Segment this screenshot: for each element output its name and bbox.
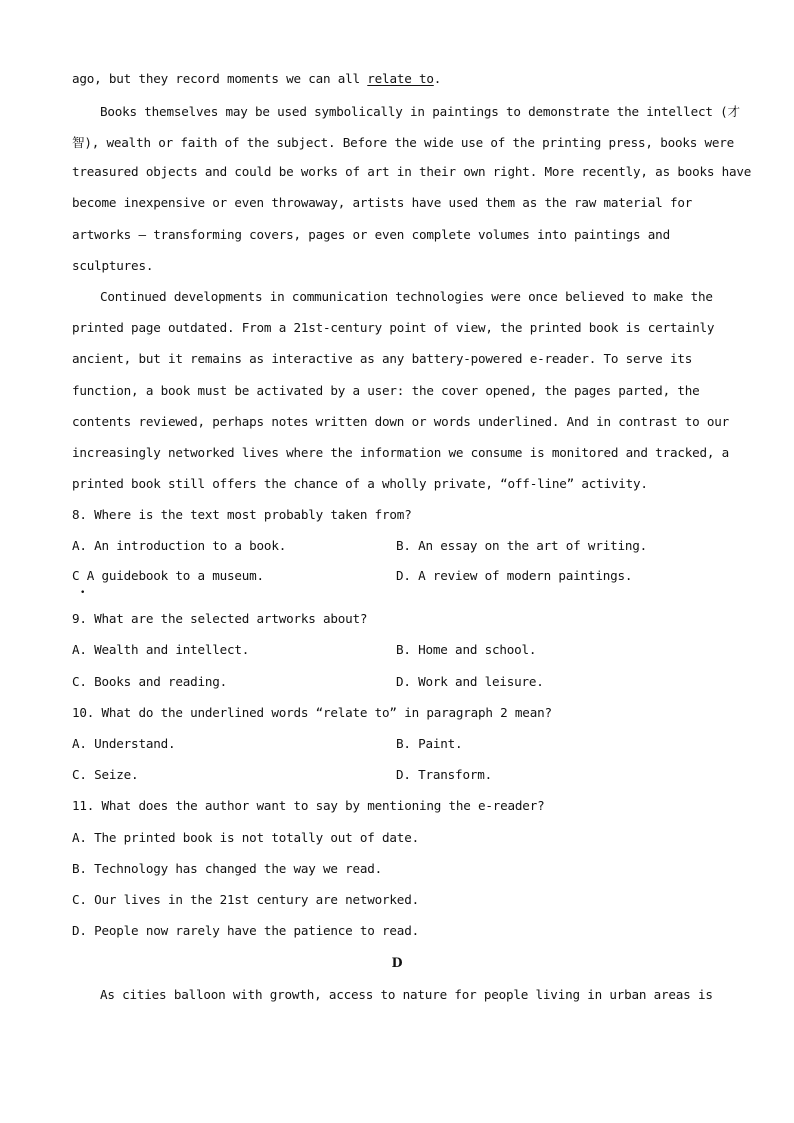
passage-c-paragraph-3-line: function, a book must be activated by a user: the cover opened, the pages parted, the xyxy=(72,383,700,398)
passage-c-paragraph-1-end xyxy=(72,71,441,86)
question-11-stem: 11. What does the author want to say by mentioning the e-reader? xyxy=(72,798,545,813)
section-d-heading: D xyxy=(391,955,403,970)
passage-c-paragraph-3-line: printed book still offers the chance of a wholly private, “off-line” activity. xyxy=(72,476,648,491)
passage-c-paragraph-2-line: sculptures. xyxy=(72,258,154,273)
passage-c-paragraph-3-line: ancient, but it remains as interactive as any battery-powered e-reader. To serve its xyxy=(72,351,693,366)
question-8-option-a: A. An introduction to a book. xyxy=(72,538,287,553)
question-10-stem: 10. What do the underlined words “relate to” in paragraph 2 mean? xyxy=(72,705,552,720)
question-9-option-c: C. Books and reading. xyxy=(72,674,228,689)
underlined-phrase: relate to xyxy=(367,71,434,86)
question-9-stem: 9. What are the selected artworks about? xyxy=(72,611,368,626)
question-11-option-c: C. Our lives in the 21st century are networked. xyxy=(72,892,419,907)
passage-c-paragraph-3-line: Continued developments in communication technologies were once believed to make the xyxy=(100,289,713,304)
section-d-first-line: As cities balloon with growth, access to nature for people living in urban areas is xyxy=(100,987,713,1002)
question-9-option-a: A. Wealth and intellect. xyxy=(72,642,250,657)
passage-c-paragraph-3-line: printed page outdated. From a 21st-century point of view, the printed book is certainly xyxy=(72,320,715,335)
passage-c-paragraph-3-line: contents reviewed, perhaps notes written down or words underlined. And in contrast to our xyxy=(72,414,730,429)
passage-c-paragraph-2-line: artworks — transforming covers, pages or even complete volumes into paintings and xyxy=(72,227,670,242)
question-11-option-b: B. Technology has changed the way we read. xyxy=(72,861,383,876)
text-run: ago, but they record moments we can all xyxy=(72,71,368,86)
question-10-option-b: B. Paint. xyxy=(396,736,463,751)
question-9-option-b: B. Home and school. xyxy=(396,642,537,657)
passage-c-paragraph-2-line: Books themselves may be used symbolically in paintings to demonstrate the intellect (才 xyxy=(100,104,740,119)
question-9-option-d: D. Work and leisure. xyxy=(396,674,544,689)
stray-dot: • xyxy=(80,588,86,598)
text-run: . xyxy=(433,71,442,86)
question-8-option-d: D. A review of modern paintings. xyxy=(396,568,633,583)
passage-c-paragraph-2-line: treasured objects and could be works of art in their own right. More recently, as books have xyxy=(72,164,752,179)
question-10-option-d: D. Transform. xyxy=(396,767,492,782)
question-8-stem: 8. Where is the text most probably taken from? xyxy=(72,507,412,522)
passage-c-paragraph-3-line: increasingly networked lives where the information we consume is monitored and tracked, a xyxy=(72,445,730,460)
question-8-option-c: C A guidebook to a museum. xyxy=(72,568,264,583)
question-10-option-a: A. Understand. xyxy=(72,736,176,751)
question-8-option-b: B. An essay on the art of writing. xyxy=(396,538,647,553)
question-11-option-a: A. The printed book is not totally out of date. xyxy=(72,830,419,845)
question-11-option-d: D. People now rarely have the patience to read. xyxy=(72,923,419,938)
question-10-option-c: C. Seize. xyxy=(72,767,139,782)
passage-c-paragraph-2-line: 智), wealth or faith of the subject. Before the wide use of the printing press, books were xyxy=(72,135,735,150)
passage-c-paragraph-2-line: become inexpensive or even throwaway, artists have used them as the raw material for xyxy=(72,195,693,210)
